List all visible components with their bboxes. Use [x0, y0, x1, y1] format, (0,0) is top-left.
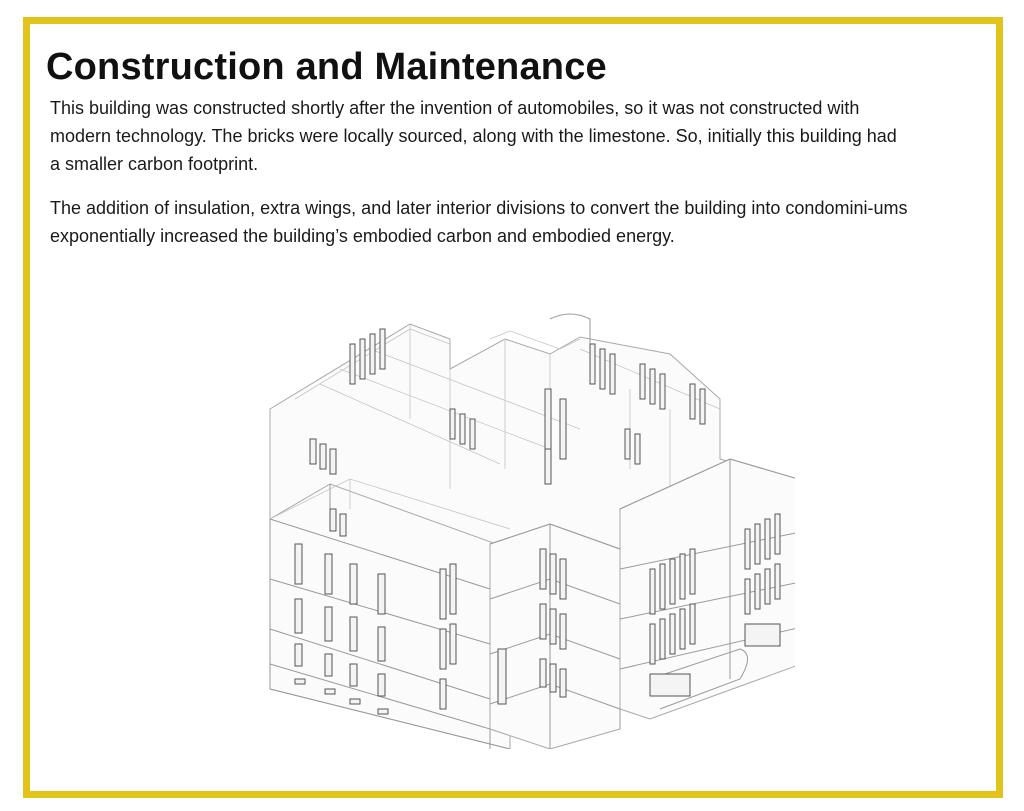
page-frame: [23, 17, 1003, 798]
page-title: Construction and Maintenance: [46, 46, 607, 88]
paragraph-construction: This building was constructed shortly after the invention of automobiles, so it was not constructed with modern technology. The bricks were locally sourced, along with the limestone. So, initially this building had a smaller carbon footprint.: [50, 98, 897, 174]
building-axonometric-drawing: [250, 259, 795, 749]
paragraph-maintenance: The addition of insulation, extra wings, and later interior divisions to convert the building into condomini-ums exponentially increased the building’s embodied carbon and embodied energy.: [50, 198, 908, 246]
building-axonometric-svg: [250, 259, 795, 749]
